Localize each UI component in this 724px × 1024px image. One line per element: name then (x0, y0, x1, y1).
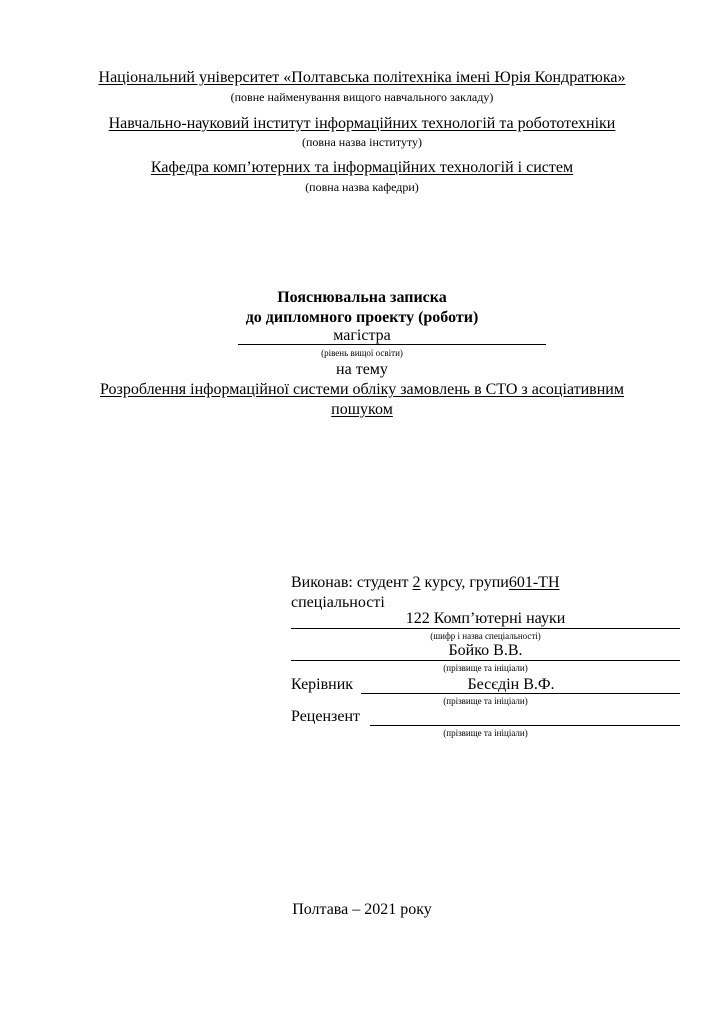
reviewer-label: Рецензент (291, 708, 360, 725)
student-caption: (прізвище та ініціали) (443, 663, 528, 673)
supervisor-caption: (прізвище та ініціали) (443, 696, 528, 706)
document-subtitle: до дипломного проекту (роботи) (245, 309, 479, 326)
course-label: курсу, групи (424, 574, 509, 591)
reviewer-caption: (прізвище та ініціали) (443, 728, 528, 738)
course-value: 2 (412, 574, 421, 591)
performed-label: Виконав: студент (291, 574, 409, 591)
specialty-line (291, 628, 680, 629)
specialty-value: 122 Комп’ютерні науки (405, 610, 566, 627)
group-value: 601-ТН (508, 574, 560, 591)
student-line (291, 660, 680, 661)
degree-value: магістра (333, 327, 391, 344)
degree-caption: (рівень вищої освіти) (321, 348, 403, 358)
institute-caption: (повна назва інституту) (301, 135, 423, 149)
performed-line (291, 574, 560, 592)
specialty-caption: (шифр і назва спеціальності) (430, 631, 541, 641)
document-title: Пояснювальна записка (277, 289, 447, 306)
topic-intro: на тему (336, 361, 388, 378)
university-name: Національний університет «Полтавська політехніка імені Юрія Кондратюка» (98, 69, 626, 86)
student-name: Бойко В.В. (448, 642, 523, 659)
specialty-label: спеціальності (291, 594, 385, 611)
topic-line-1: Розроблення інформаційної системи обліку замовлень в СТО з асоціативним (100, 381, 624, 398)
university-caption: (повне найменування вищого навчального закладу) (230, 90, 494, 104)
department-caption: (повна назва кафедри) (305, 180, 419, 194)
place-year: Полтава – 2021 року (292, 901, 432, 918)
supervisor-name: Бесєдін В.Ф. (467, 676, 555, 693)
reviewer-line (370, 725, 680, 726)
department-name: Кафедра комп’ютерних та інформаційних технологій і систем (150, 159, 574, 176)
topic-line-2: пошуком (331, 401, 393, 418)
institute-name: Навчально-науковий інститут інформаційних технологій та робототехніки (108, 115, 616, 132)
supervisor-label: Керівник (291, 676, 354, 693)
